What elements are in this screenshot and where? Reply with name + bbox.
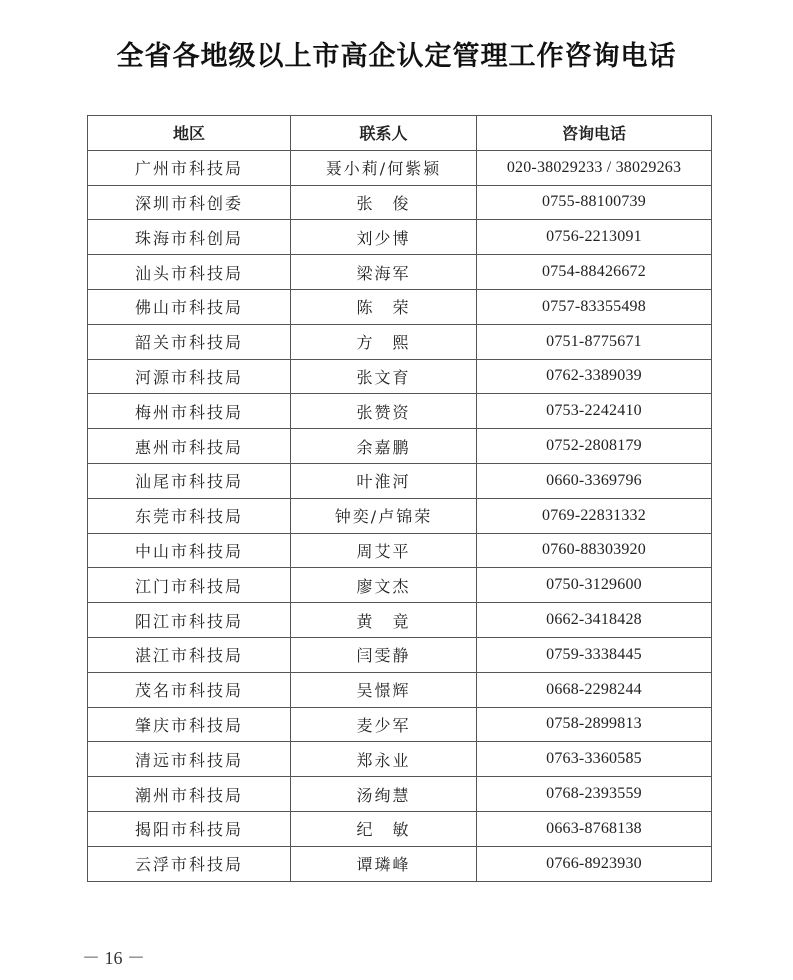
table-row [88, 255, 712, 290]
contact-cell: 纪 敏 [291, 811, 477, 846]
table-header-row [88, 116, 712, 151]
table-row [88, 220, 712, 255]
contact-cell: 陈 荣 [291, 289, 477, 324]
table-row [88, 672, 712, 707]
phone-cell: 0662-3418428 [477, 603, 712, 638]
contact-cell: 叶淮河 [291, 463, 477, 498]
phone-cell: 0766-8923930 [477, 846, 712, 881]
region-cell: 佛山市科技局 [88, 289, 291, 324]
header-region: 地区 [88, 116, 291, 151]
header-contact: 联系人 [291, 116, 477, 151]
region-cell: 阳江市科技局 [88, 603, 291, 638]
region-cell: 汕尾市科技局 [88, 463, 291, 498]
contact-cell: 张赞资 [291, 394, 477, 429]
table-row [88, 811, 712, 846]
table-row [88, 324, 712, 359]
page-number: － 16 － [82, 948, 145, 968]
phone-cell: 0750-3129600 [477, 568, 712, 603]
table-row [88, 707, 712, 742]
contact-cell: 郑永业 [291, 742, 477, 777]
phone-cell: 0668-2298244 [477, 672, 712, 707]
header-phone: 咨询电话 [477, 116, 712, 151]
region-cell: 广州市科技局 [88, 150, 291, 185]
phone-cell: 0763-3360585 [477, 742, 712, 777]
contact-cell: 谭璘峰 [291, 846, 477, 881]
table-row [88, 394, 712, 429]
phone-cell: 0660-3369796 [477, 463, 712, 498]
contact-cell: 钟奕/卢锦荣 [291, 498, 477, 533]
table-row [88, 185, 712, 220]
phone-cell: 0663-8768138 [477, 811, 712, 846]
phone-cell: 0758-2899813 [477, 707, 712, 742]
table-row [88, 637, 712, 672]
contact-cell: 张文育 [291, 359, 477, 394]
phone-cell: 0762-3389039 [477, 359, 712, 394]
region-cell: 东莞市科技局 [88, 498, 291, 533]
contact-cell: 闫雯静 [291, 637, 477, 672]
region-cell: 云浮市科技局 [88, 846, 291, 881]
phone-cell: 0754-88426672 [477, 255, 712, 290]
phone-cell: 0759-3338445 [477, 637, 712, 672]
contact-cell: 方 熙 [291, 324, 477, 359]
region-cell: 深圳市科创委 [88, 185, 291, 220]
region-cell: 潮州市科技局 [88, 777, 291, 812]
contact-cell: 廖文杰 [291, 568, 477, 603]
phone-cell: 0769-22831332 [477, 498, 712, 533]
phone-cell: 0751-8775671 [477, 324, 712, 359]
contact-table [87, 115, 712, 882]
region-cell: 韶关市科技局 [88, 324, 291, 359]
region-cell: 梅州市科技局 [88, 394, 291, 429]
table-row [88, 150, 712, 185]
region-cell: 汕头市科技局 [88, 255, 291, 290]
region-cell: 中山市科技局 [88, 533, 291, 568]
table-row [88, 498, 712, 533]
table-row [88, 289, 712, 324]
table-row [88, 429, 712, 464]
table-row [88, 742, 712, 777]
table-row [88, 463, 712, 498]
contact-cell: 刘少博 [291, 220, 477, 255]
table-row [88, 533, 712, 568]
table-row [88, 777, 712, 812]
page-title: 全省各地级以上市高企认定管理工作咨询电话 [116, 41, 677, 72]
region-cell: 清远市科技局 [88, 742, 291, 777]
contact-cell: 汤绚慧 [291, 777, 477, 812]
region-cell: 河源市科技局 [88, 359, 291, 394]
phone-cell: 0753-2242410 [477, 394, 712, 429]
contact-cell: 麦少军 [291, 707, 477, 742]
contact-cell: 吴憬辉 [291, 672, 477, 707]
contact-cell: 梁海军 [291, 255, 477, 290]
region-cell: 茂名市科技局 [88, 672, 291, 707]
phone-cell: 0768-2393559 [477, 777, 712, 812]
contact-cell: 聂小莉/何紫颍 [291, 150, 477, 185]
phone-cell: 0755-88100739 [477, 185, 712, 220]
region-cell: 江门市科技局 [88, 568, 291, 603]
region-cell: 湛江市科技局 [88, 637, 291, 672]
phone-cell: 0756-2213091 [477, 220, 712, 255]
phone-cell: 0760-88303920 [477, 533, 712, 568]
table-row [88, 568, 712, 603]
region-cell: 揭阳市科技局 [88, 811, 291, 846]
table-row [88, 603, 712, 638]
contact-cell: 余嘉鹏 [291, 429, 477, 464]
contact-cell: 张 俊 [291, 185, 477, 220]
region-cell: 肇庆市科技局 [88, 707, 291, 742]
phone-cell: 0752-2808179 [477, 429, 712, 464]
contact-cell: 周艾平 [291, 533, 477, 568]
phone-cell: 0757-83355498 [477, 289, 712, 324]
table-row [88, 359, 712, 394]
region-cell: 惠州市科技局 [88, 429, 291, 464]
table-row [88, 846, 712, 881]
phone-cell: 020-38029233 / 38029263 [477, 150, 712, 185]
contact-cell: 黄 竟 [291, 603, 477, 638]
region-cell: 珠海市科创局 [88, 220, 291, 255]
